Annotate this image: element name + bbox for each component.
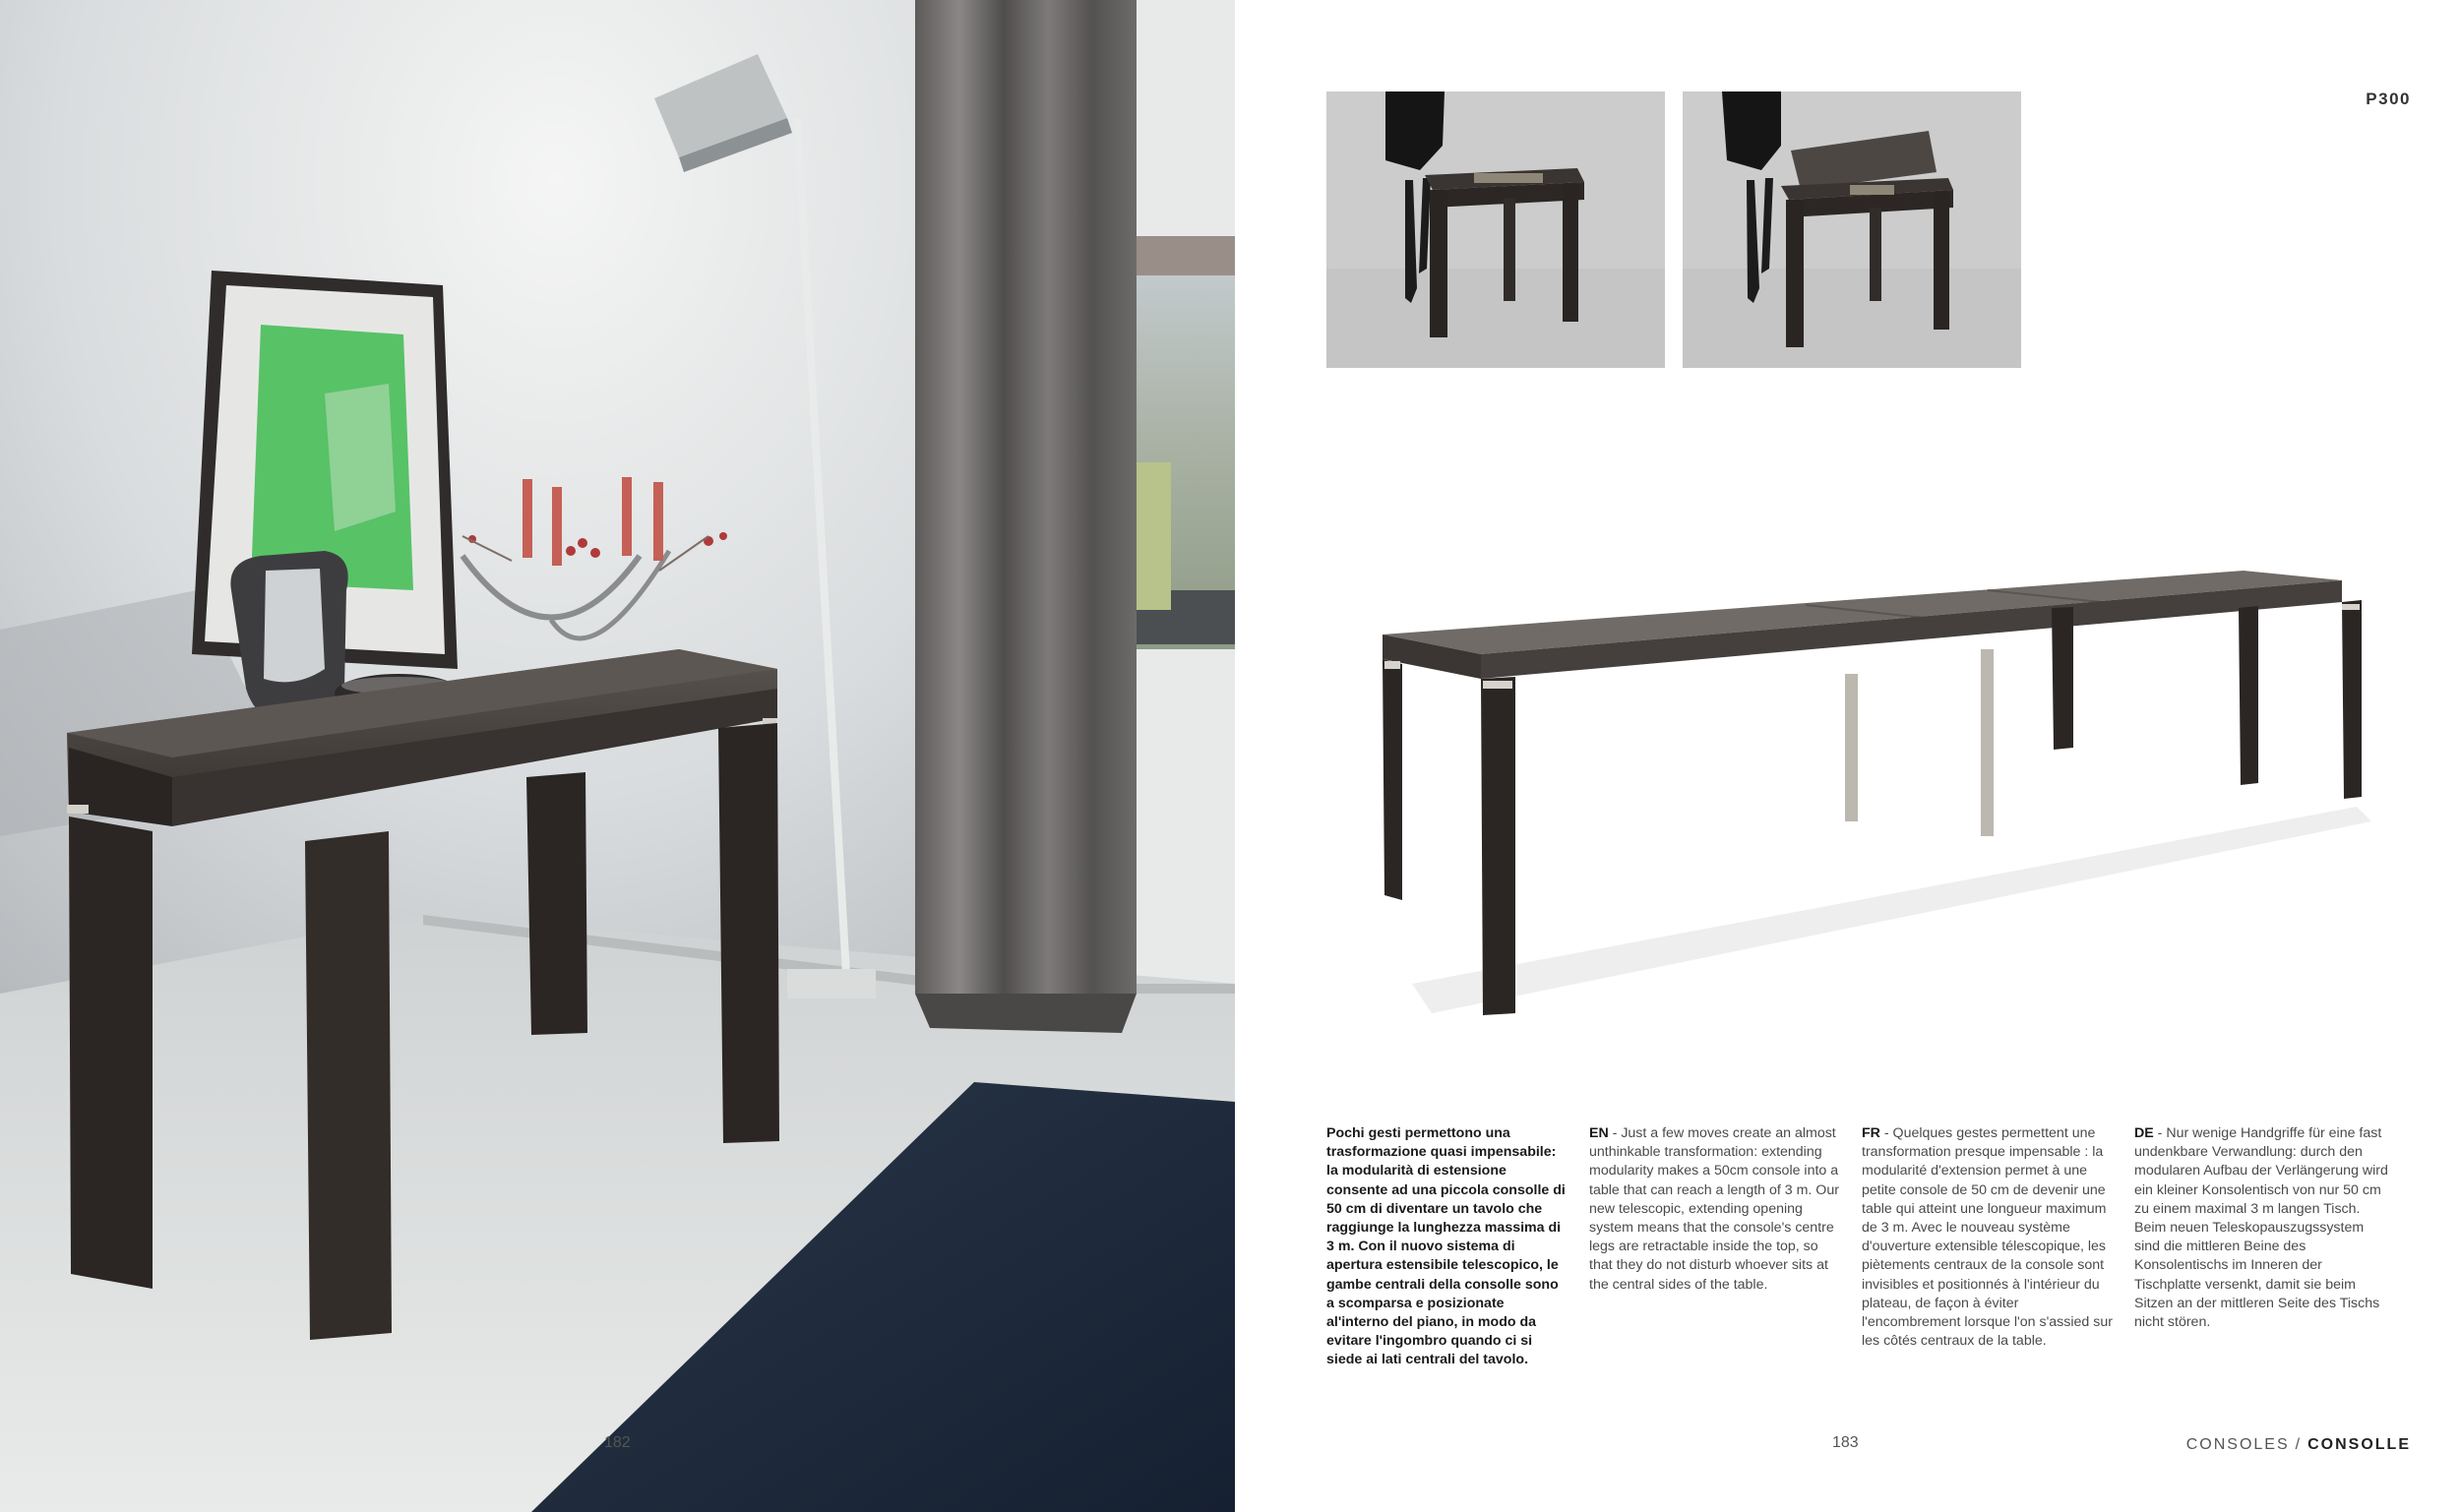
description-french-text: - Quelques gestes permettent une transformation presque impensable : la modularité d'extension permet à une petite console de 50 cm de devenir une table qui atteint une longueur maximum de 3 m. Avec le nouveau système d'ouverture extensible télescopique, les piètements centraux de la console sont invisibles et positionnés à l'intérieur du plateau, de façon à éviter l'encombrement lorsque l'on s'assied sur les côtés centraux de la table. (1862, 1125, 2113, 1350)
lang-tag-en: EN (1589, 1125, 1609, 1141)
section-secondary: CONSOLLE (2307, 1436, 2411, 1453)
section-label (2186, 1436, 2411, 1454)
description-english-text: - Just a few moves create an almost unthinkable transformation: extending modularity makes a 50cm console into a table that can reach a length of 3 m. Our new telescopic, extending opening system means that the console's centre legs are retractable inside the top, so that they do not disturb whoever sits at the central sides of the table. (1589, 1125, 1839, 1293)
page-number-right: 183 (1832, 1434, 1859, 1451)
thumbnail-console-closed (1326, 91, 1665, 368)
description-german-text: - Nur wenige Handgriffe für eine fast undenkbare Verwandlung: durch den modularen Aufbau der Verlängerung wird ein kleiner Konsolentisch von nur 50 cm zu einem maximal 3 m langen Tisch. Beim neuen Teleskopauszugssystem sind die mittleren Beine des Konsolentischs im Inneren der Tischplatte versenkt, damit sie beim Sitzen an der mittleren Seite des Tischs nicht stören. (2134, 1125, 2388, 1331)
description-english (1589, 1124, 1845, 1295)
section-separator: / (2295, 1436, 2303, 1453)
extended-table-image (1373, 551, 2376, 1033)
lang-tag-fr: FR (1862, 1125, 1880, 1141)
description-german (2134, 1124, 2390, 1332)
lang-tag-de: DE (2134, 1125, 2154, 1141)
description-italian: Pochi gesti permettono una trasformazione quasi impensabile: la modularità di estensione consente ad una piccola consolle di 50 cm di diventare un tavolo che raggiunge la lunghezza massima di 3 m. Con il nuovo sistema di apertura estensibile telescopico, le gambe centrali della consolle sono a scomparsa e posizionate al'interno del piano, in modo da evitare l'ingombro quando ci si siede ai lati centrali del tavolo. (1326, 1125, 1566, 1368)
page-number-left: 182 (604, 1434, 631, 1451)
description-french (1862, 1124, 2118, 1351)
thumbnail-console-extending (1683, 91, 2021, 368)
section-primary: CONSOLES (2185, 1436, 2290, 1453)
product-code: P300 (2366, 90, 2411, 108)
